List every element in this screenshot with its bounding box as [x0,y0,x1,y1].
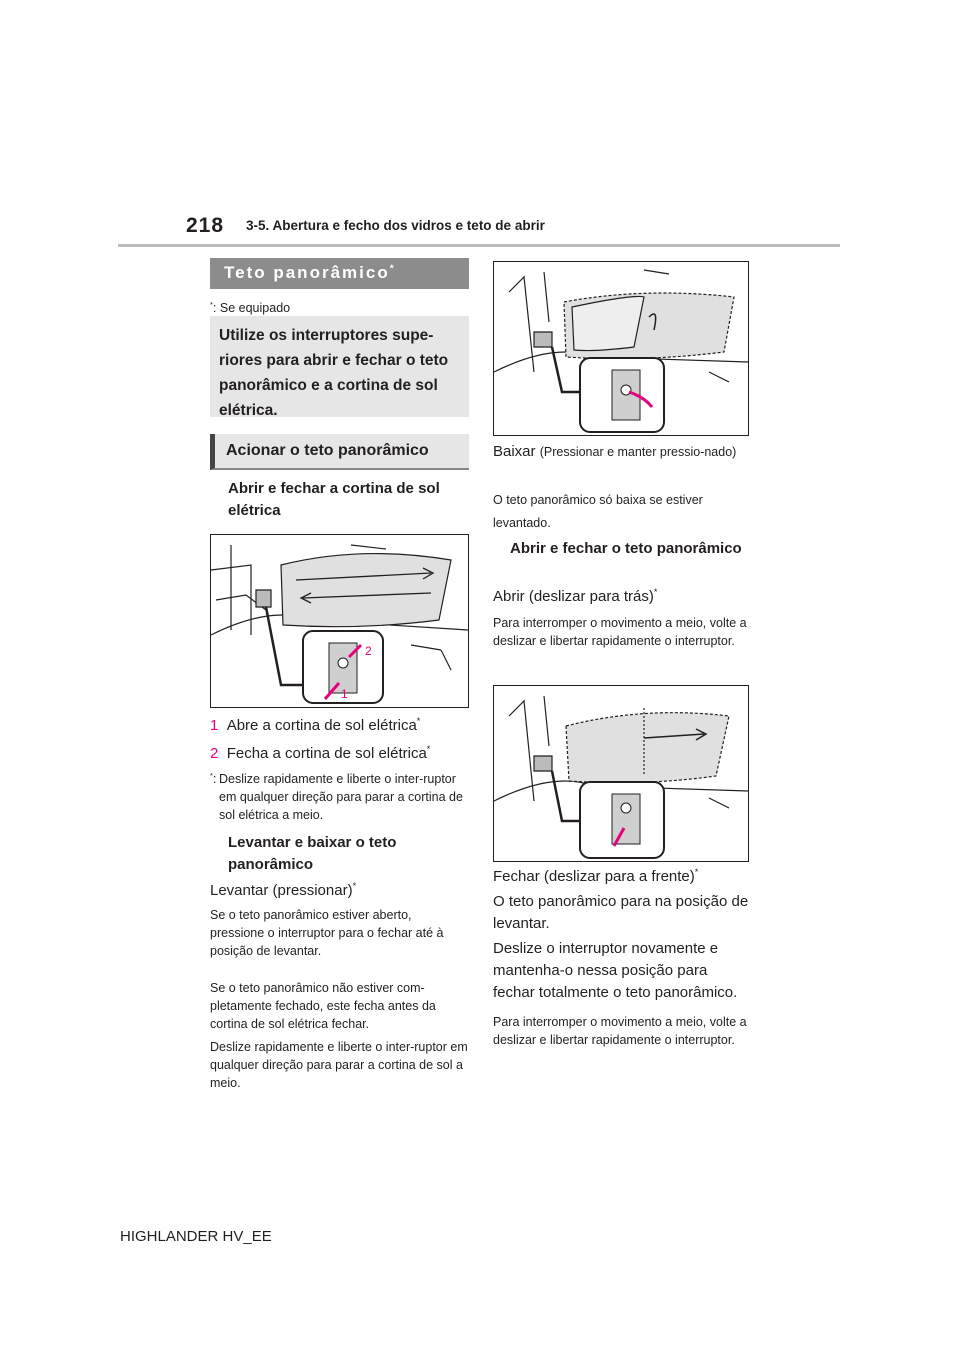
tilt-paragraph-3: Deslize rapidamente e liberte o inter-ruptor em qualquer direção para parar a cortina de sol a meio. [210,1040,468,1090]
intro-text: Utilize os interruptores supe-riores para abrir e fechar o teto panorâmico e a cortina de sol elétrica. [219,327,449,419]
page-number: 218 [186,214,225,237]
subsection-title: Acionar o teto panorâmico [226,442,429,459]
close-label [493,866,698,887]
subsection-title-bar [210,434,469,470]
header-divider [118,244,840,247]
footer-model: HIGHLANDER HV_EE [120,1228,272,1245]
item-text: Abre a cortina de sol elétrica [226,717,417,734]
equipped-colon: : [212,301,217,315]
figure-slide [493,685,749,862]
figure-label-2: 2 [365,644,372,658]
intro-box [210,316,469,417]
equipped-star: * [210,299,213,309]
open-text: Abrir (deslizar para trás) [493,588,654,605]
open-label [493,586,657,607]
chapter-title: 3-5. Abertura e fecho dos vidros e teto de abrir [246,218,545,233]
section-title: Teto panorâmico [224,263,390,282]
raise-star: * [352,881,357,891]
tilt-heading: Levantar e baixar o teto panorâmico [228,834,397,873]
note-star: * [210,770,213,780]
item-number: 1 [210,717,219,734]
close-star: * [694,867,699,877]
lower-text: Baixar [493,443,536,460]
section-footnote-star: * [389,263,396,275]
equipped-note [210,301,290,315]
lower-note: O teto panorâmico só baixa se estiver levantado. [493,493,703,530]
raise-label [210,880,356,901]
figure-label-1: 1 [341,687,348,701]
tilt-paragraph-2: Se o teto panorâmico não estiver com-pletamente fechado, este fecha antes da cortina de sol elétrica fechar. [210,981,436,1031]
item-star: * [416,716,421,726]
shade-note [210,770,472,824]
close-note: Para interromper o movimento a meio, volte a deslizar e libertar rapidamente o interruptor. [493,1015,747,1047]
section-title-bar [210,258,469,289]
sunshade-illustration [211,535,468,707]
tilt-illustration [494,262,748,435]
close-paragraph-2: Deslize o interruptor novamente e mantenha-o nessa posição para fechar totalmente o teto panorâmico. [493,940,738,1001]
tilt-paragraph-1: Se o teto panorâmico estiver aberto, pressione o interruptor para o fechar até à posição de levantar. [210,908,444,958]
lower-detail: (Pressionar e manter pressio-nado) [539,445,737,459]
slide-illustration [494,686,748,861]
open-note: Para interromper o movimento a meio, volte a deslizar e libertar rapidamente o interruptor. [493,616,747,648]
close-paragraph-1: O teto panorâmico para na posição de levantar. [493,893,749,932]
slide-heading: Abrir e fechar o teto panorâmico [510,540,742,557]
shade-heading: Abrir e fechar a cortina de sol elétrica [228,480,440,519]
lower-label [493,441,747,462]
item-star: * [426,744,431,754]
open-star: * [653,587,658,597]
shade-item-2 [210,743,430,764]
item-text: Fecha a cortina de sol elétrica [226,745,427,762]
raise-text: Levantar (pressionar) [210,882,353,899]
shade-item-1 [210,715,420,736]
close-text: Fechar (deslizar para a frente) [493,868,695,885]
figure-tilt [493,261,749,436]
note-text: Deslize rapidamente e liberte o inter-ruptor em qualquer direção para parar a cortina de sol elétrica a meio. [219,772,463,822]
item-number: 2 [210,745,219,762]
equipped-text: Se equipado [219,301,291,315]
figure-sunshade [210,534,469,708]
note-colon: : [212,772,217,786]
